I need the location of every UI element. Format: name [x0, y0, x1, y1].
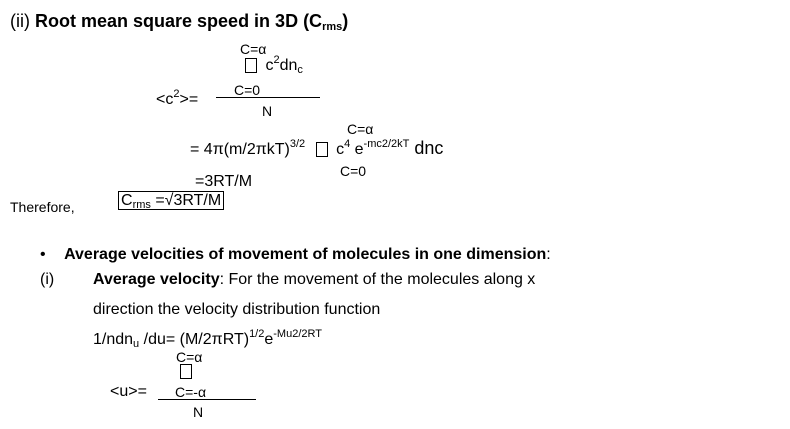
- crms-result-box: [118, 193, 224, 209]
- eq2-exp: 3/2: [289, 138, 306, 150]
- eq4-sup1: 1/2: [249, 328, 265, 340]
- eq1-lhs-sup: 2: [173, 88, 180, 100]
- crms-rest: =√3RT/M: [150, 192, 222, 209]
- eq2-e: e: [350, 141, 364, 158]
- eq5-lhs: <u>=: [110, 383, 147, 400]
- heading-title: Root mean square speed in 3D (C: [35, 11, 323, 31]
- eq2-c: c: [336, 141, 345, 158]
- eq2-c-sup: 4: [344, 138, 351, 150]
- item-i-text: : For the movement of the molecules along x: [219, 271, 536, 288]
- eq5-denominator: N: [193, 404, 204, 420]
- bullet-heading-colon: :: [546, 246, 551, 263]
- eq4-pre: 1/ndn: [93, 331, 134, 348]
- heading-suffix: ): [342, 11, 349, 31]
- eq1-denominator: N: [262, 103, 273, 119]
- crms-sub: rms: [132, 199, 151, 211]
- eq1-integrand-sub: c: [297, 64, 303, 76]
- eq5-fraction-line: [158, 399, 256, 400]
- eq1-upper-limit: C=α: [240, 41, 267, 57]
- eq2-lhs: = 4π(m/2πkT): [190, 141, 290, 158]
- eq1-integrand-c: c: [265, 57, 274, 74]
- eq3-result: =3RT/M: [195, 173, 253, 190]
- item-i-line2: direction the velocity distribution function: [93, 301, 381, 318]
- crms-c: C: [121, 192, 133, 209]
- therefore-label: Therefore,: [10, 199, 75, 215]
- bullet-heading: [40, 247, 551, 263]
- item-i-line1: [93, 272, 535, 288]
- integral-symbol-icon: [180, 364, 192, 379]
- eq2-expression: [190, 139, 443, 158]
- eq5-lower-limit: C=-α: [175, 384, 207, 400]
- item-i-bold: Average velocity: [93, 271, 220, 288]
- eq1-integrand-sup: 2: [273, 54, 280, 66]
- integral-symbol-icon: [245, 58, 257, 73]
- eq4-mid: /du= (M/2πRT): [139, 331, 250, 348]
- eq1-lower-limit: C=0: [234, 82, 261, 98]
- eq1-lhs-post: >=: [179, 91, 199, 108]
- section-heading: [10, 11, 349, 33]
- crms-formula: [118, 191, 224, 210]
- heading-prefix: (ii): [10, 11, 35, 31]
- eq4-sub: u: [133, 338, 140, 350]
- bullet-icon: •: [40, 246, 46, 263]
- eq2-e-sup: -mc2/2kT: [363, 138, 410, 150]
- eq2-dnc: dnc: [409, 138, 444, 158]
- eq1-integrand: [245, 54, 303, 76]
- bullet-heading-text: Average velocities of movement of molecules in one dimension: [64, 246, 547, 263]
- eq2-upper-limit: C=α: [347, 121, 374, 137]
- eq5-integral: [180, 364, 192, 380]
- eq4-distribution: [93, 328, 322, 350]
- integral-symbol-icon: [316, 142, 328, 157]
- eq5-upper-limit: C=α: [176, 349, 203, 365]
- eq1-fraction-line: [216, 97, 320, 98]
- eq1-lhs-pre: <c: [156, 91, 174, 108]
- eq4-e: e: [264, 331, 274, 348]
- eq2-lower-limit: C=0: [340, 163, 367, 179]
- item-i-number: (i): [40, 271, 55, 288]
- eq4-sup2: -Mu2/2RT: [273, 328, 322, 340]
- eq1-lhs: [156, 88, 199, 108]
- eq1-integrand-dn: dn: [279, 57, 298, 74]
- heading-subscript: rms: [322, 21, 343, 33]
